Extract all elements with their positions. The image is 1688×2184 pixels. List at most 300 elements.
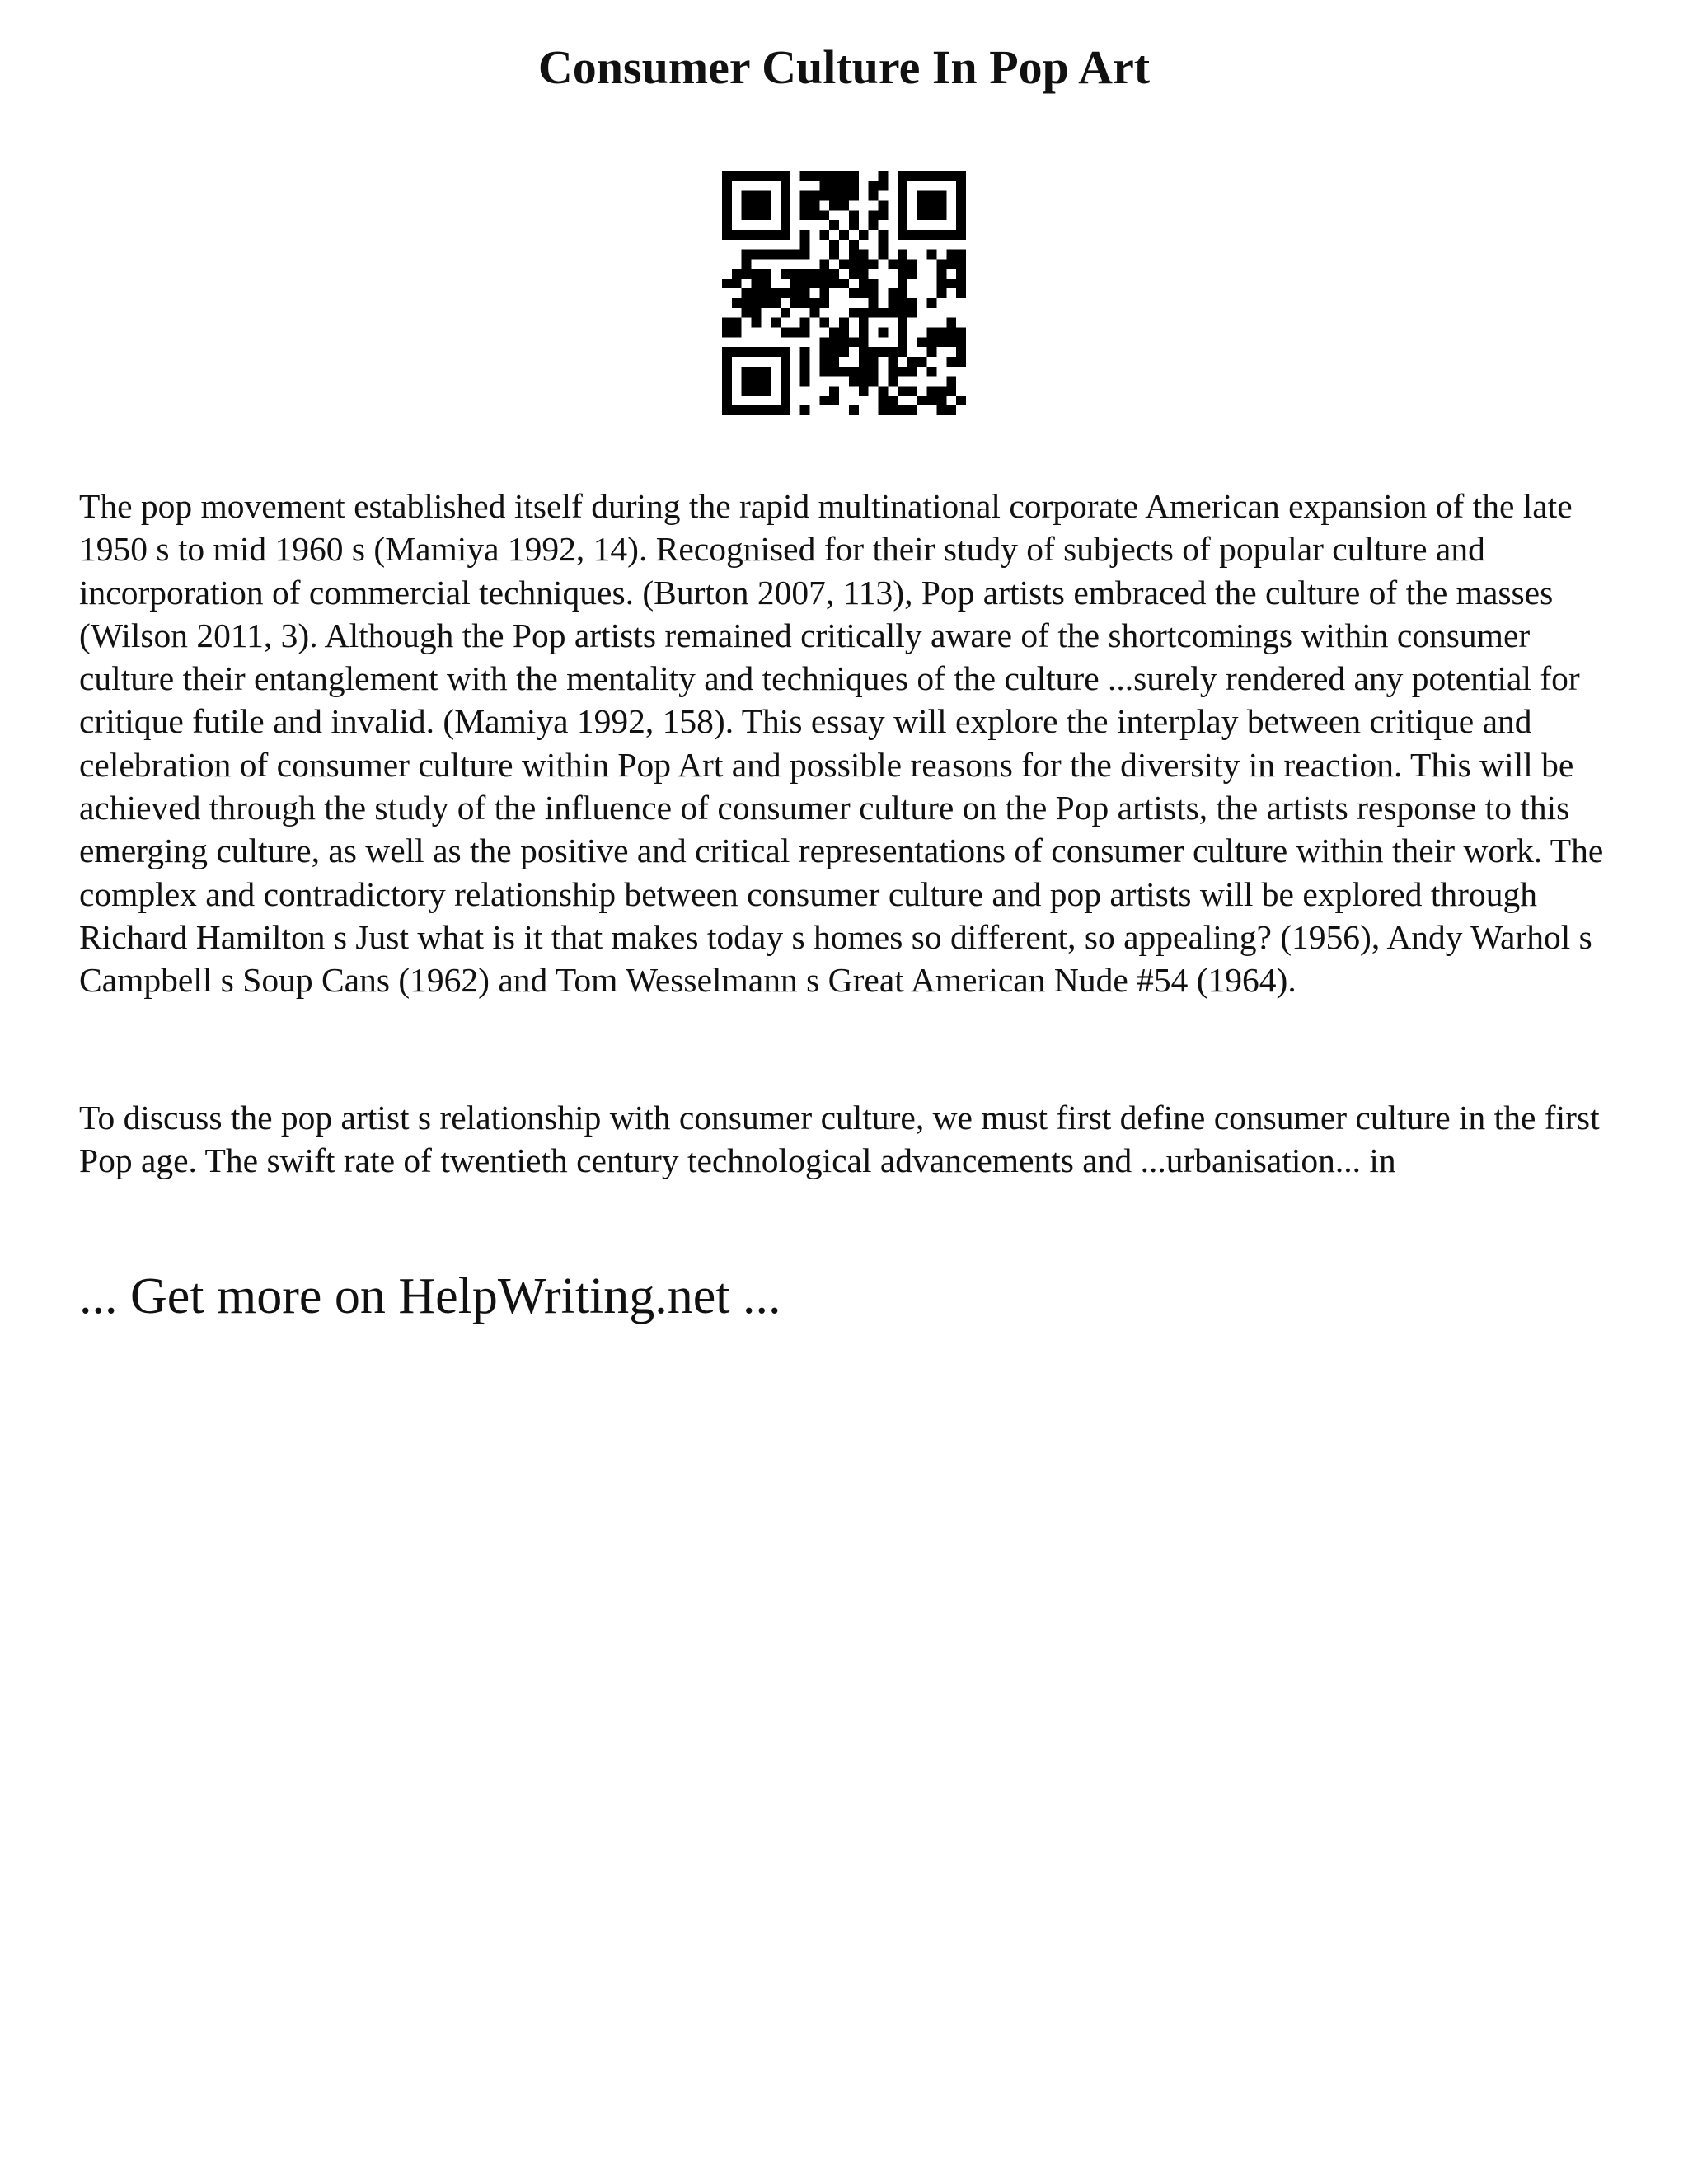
qr-module: [917, 230, 927, 240]
qr-module: [810, 308, 820, 318]
qr-module: [781, 367, 790, 377]
qr-module: [761, 386, 771, 396]
qr-module: [859, 230, 869, 240]
qr-module: [800, 210, 810, 220]
qr-module: [927, 396, 937, 405]
qr-module: [927, 347, 937, 357]
qr-module: [888, 377, 898, 387]
qr-module: [829, 347, 839, 357]
qr-module: [722, 377, 732, 387]
qr-module: [956, 396, 966, 405]
qr-module: [800, 327, 810, 337]
qr-module: [781, 386, 790, 396]
qr-module: [888, 396, 898, 405]
qr-module: [732, 230, 742, 240]
qr-module: [849, 269, 859, 279]
qr-module: [722, 327, 732, 337]
qr-code-icon: [722, 171, 966, 415]
qr-module: [722, 230, 732, 240]
qr-module: [898, 308, 907, 318]
qr-module: [849, 367, 859, 377]
qr-module: [859, 337, 869, 347]
qr-module: [956, 260, 966, 269]
qr-module: [761, 288, 771, 298]
qr-module: [722, 386, 732, 396]
qr-module: [732, 298, 742, 308]
qr-module: [898, 318, 907, 328]
qr-module: [761, 210, 771, 220]
qr-module: [810, 191, 820, 201]
qr-module: [907, 298, 917, 308]
qr-module: [936, 279, 946, 288]
qr-module: [878, 240, 888, 250]
qr-module: [849, 210, 859, 220]
qr-module: [771, 347, 781, 357]
qr-module: [927, 230, 937, 240]
qr-module: [781, 191, 790, 201]
qr-module: [752, 308, 762, 318]
qr-module: [956, 181, 966, 191]
qr-module: [917, 357, 927, 367]
qr-module: [732, 318, 742, 328]
qr-module: [839, 279, 849, 288]
qr-module: [781, 210, 790, 220]
qr-module: [742, 308, 752, 318]
qr-module: [819, 367, 829, 377]
qr-module: [907, 357, 917, 367]
qr-module: [927, 201, 937, 211]
qr-module: [800, 318, 810, 328]
qr-module: [907, 230, 917, 240]
qr-module: [752, 191, 762, 201]
qr-module: [819, 210, 829, 220]
qr-module: [917, 201, 927, 211]
qr-module: [936, 201, 946, 211]
qr-module: [819, 347, 829, 357]
qr-module: [819, 337, 829, 347]
qr-module: [839, 318, 849, 328]
qr-module: [742, 191, 752, 201]
qr-module: [946, 171, 956, 181]
qr-module: [839, 367, 849, 377]
qr-module: [898, 220, 907, 230]
qr-module: [732, 171, 742, 181]
qr-module: [800, 377, 810, 387]
qr-module: [819, 279, 829, 288]
qr-module: [829, 327, 839, 337]
qr-module: [800, 367, 810, 377]
qr-module: [869, 347, 879, 357]
qr-module: [849, 308, 859, 318]
qr-module: [752, 298, 762, 308]
qr-module: [732, 279, 742, 288]
qr-module: [752, 377, 762, 387]
qr-module: [849, 260, 859, 269]
qr-module: [829, 171, 839, 181]
qr-module: [956, 250, 966, 260]
qr-module: [829, 220, 839, 230]
qr-module: [781, 250, 790, 260]
qr-module: [849, 288, 859, 298]
qr-module: [878, 181, 888, 191]
qr-module: [936, 288, 946, 298]
qr-module: [869, 357, 879, 367]
qr-module: [898, 210, 907, 220]
qr-module: [839, 347, 849, 357]
qr-module: [752, 201, 762, 211]
qr-module: [819, 318, 829, 328]
qr-module: [878, 201, 888, 211]
qr-module: [898, 367, 907, 377]
qr-module: [898, 250, 907, 260]
qr-module: [946, 230, 956, 240]
qr-module: [859, 279, 869, 288]
qr-module: [810, 279, 820, 288]
qr-module: [927, 191, 937, 201]
qr-module: [936, 405, 946, 415]
qr-module: [898, 191, 907, 201]
qr-module: [849, 171, 859, 181]
qr-module: [956, 201, 966, 211]
qr-module: [819, 396, 829, 405]
qr-module: [761, 171, 771, 181]
qr-module: [742, 269, 752, 279]
qr-module: [946, 405, 956, 415]
qr-module: [810, 269, 820, 279]
qr-module: [898, 279, 907, 288]
qr-module: [781, 396, 790, 405]
qr-module: [800, 405, 810, 415]
qr-module: [800, 240, 810, 250]
qr-module: [907, 386, 917, 396]
qr-module: [878, 308, 888, 318]
qr-module: [898, 288, 907, 298]
qr-module: [869, 191, 879, 201]
qr-module: [936, 269, 946, 279]
qr-module: [936, 191, 946, 201]
qr-module: [927, 337, 937, 347]
qr-module: [819, 298, 829, 308]
qr-module: [790, 327, 800, 337]
qr-module: [927, 171, 937, 181]
qr-module: [869, 279, 879, 288]
qr-module: [869, 220, 879, 230]
qr-module: [819, 181, 829, 191]
qr-module: [956, 210, 966, 220]
qr-module: [781, 181, 790, 191]
qr-module: [907, 269, 917, 279]
qr-module: [956, 191, 966, 201]
qr-module: [752, 367, 762, 377]
qr-module: [927, 298, 937, 308]
qr-module: [898, 327, 907, 337]
qr-module: [829, 279, 839, 288]
qr-module: [956, 279, 966, 288]
qr-module: [829, 240, 839, 250]
qr-module: [907, 171, 917, 181]
qr-module: [869, 210, 879, 220]
qr-module: [810, 298, 820, 308]
qr-module: [888, 357, 898, 367]
qr-module: [810, 201, 820, 211]
qr-module: [781, 201, 790, 211]
qr-module: [898, 181, 907, 191]
qr-module: [761, 298, 771, 308]
qr-module: [878, 405, 888, 415]
qr-module: [752, 386, 762, 396]
qr-module: [888, 288, 898, 298]
qr-module: [722, 405, 732, 415]
qr-module: [956, 171, 966, 181]
qr-module: [946, 250, 956, 260]
qr-module: [781, 269, 790, 279]
qr-module: [800, 357, 810, 367]
qr-module: [761, 269, 771, 279]
qr-module: [732, 269, 742, 279]
qr-module: [781, 230, 790, 240]
qr-module: [819, 288, 829, 298]
qr-module: [752, 250, 762, 260]
qr-module: [800, 347, 810, 357]
qr-module: [936, 337, 946, 347]
qr-module: [898, 347, 907, 357]
qr-module: [907, 367, 917, 377]
qr-module: [829, 357, 839, 367]
qr-module: [790, 250, 800, 260]
qr-module: [819, 171, 829, 181]
qr-module: [869, 288, 879, 298]
qr-module: [878, 250, 888, 260]
qr-module: [742, 288, 752, 298]
qr-module: [936, 230, 946, 240]
qr-module: [888, 308, 898, 318]
qr-module: [849, 220, 859, 230]
qr-module: [771, 405, 781, 415]
qr-module: [722, 396, 732, 405]
qr-module: [790, 279, 800, 288]
qr-module: [722, 191, 732, 201]
qr-module: [752, 230, 762, 240]
qr-module: [800, 230, 810, 240]
qr-module: [829, 191, 839, 201]
qr-module: [839, 260, 849, 269]
qr-module: [878, 210, 888, 220]
qr-module: [829, 181, 839, 191]
qr-module: [752, 347, 762, 357]
qr-module: [859, 357, 869, 367]
qr-module: [917, 191, 927, 201]
qr-module: [800, 250, 810, 260]
qr-module: [742, 386, 752, 396]
qr-module: [722, 171, 732, 181]
qr-module: [781, 357, 790, 367]
qr-module: [752, 210, 762, 220]
qr-module: [761, 230, 771, 240]
qr-module: [946, 318, 956, 328]
qr-module: [946, 337, 956, 347]
qr-module: [771, 318, 781, 328]
qr-module: [898, 269, 907, 279]
qr-module: [878, 396, 888, 405]
qr-module: [878, 230, 888, 240]
qr-module: [859, 386, 869, 396]
qr-module: [946, 279, 956, 288]
qr-module: [829, 396, 839, 405]
qr-module: [839, 171, 849, 181]
qr-module: [946, 327, 956, 337]
qr-module: [752, 288, 762, 298]
qr-module: [781, 171, 790, 181]
qr-module: [810, 171, 820, 181]
qr-module: [829, 386, 839, 396]
qr-module: [839, 230, 849, 240]
qr-module: [819, 269, 829, 279]
qr-module: [810, 210, 820, 220]
qr-module: [936, 386, 946, 396]
qr-module: [898, 337, 907, 347]
qr-module: [781, 327, 790, 337]
qr-module: [946, 377, 956, 387]
qr-module: [888, 298, 898, 308]
qr-module: [722, 279, 732, 288]
qr-module: [859, 308, 869, 318]
qr-module: [927, 367, 937, 377]
qr-module: [732, 405, 742, 415]
qr-module: [956, 327, 966, 337]
qr-module: [742, 377, 752, 387]
qr-module: [839, 181, 849, 191]
qr-module: [781, 377, 790, 387]
qr-module: [781, 405, 790, 415]
page-title: Consumer Culture In Pop Art: [537, 40, 1151, 94]
qr-module: [917, 337, 927, 347]
qr-module: [742, 201, 752, 211]
qr-module: [898, 405, 907, 415]
qr-module: [800, 201, 810, 211]
qr-module: [888, 347, 898, 357]
qr-module: [869, 181, 879, 191]
qr-module: [742, 171, 752, 181]
qr-module: [722, 357, 732, 367]
qr-module: [849, 405, 859, 415]
qr-module: [907, 405, 917, 415]
qr-module: [956, 337, 966, 347]
qr-module: [761, 250, 771, 260]
qr-module: [936, 171, 946, 181]
qr-module: [742, 298, 752, 308]
qr-module: [761, 405, 771, 415]
qr-module: [917, 210, 927, 220]
qr-module: [761, 279, 771, 288]
qr-module: [859, 260, 869, 269]
qr-module: [956, 288, 966, 298]
qr-module: [888, 260, 898, 269]
qr-module: [839, 327, 849, 337]
qr-module: [917, 171, 927, 181]
qr-module: [722, 201, 732, 211]
qr-module: [771, 250, 781, 260]
qr-module: [898, 298, 907, 308]
qr-module: [936, 260, 946, 269]
qr-module: [761, 201, 771, 211]
qr-module: [869, 260, 879, 269]
qr-module: [839, 191, 849, 201]
qr-module: [946, 386, 956, 396]
qr-module: [917, 396, 927, 405]
qr-module: [742, 367, 752, 377]
qr-module: [859, 250, 869, 260]
qr-module: [771, 230, 781, 240]
get-more-link[interactable]: ... Get more on HelpWriting.net ...: [79, 1268, 781, 1324]
qr-module: [927, 386, 937, 396]
qr-module: [907, 308, 917, 318]
qr-module: [898, 260, 907, 269]
qr-module: [781, 288, 790, 298]
qr-module: [781, 308, 790, 318]
qr-module: [878, 386, 888, 396]
qr-module: [829, 269, 839, 279]
qr-module: [752, 279, 762, 288]
qr-module: [839, 337, 849, 347]
qr-module: [869, 377, 879, 387]
qr-module: [829, 250, 839, 260]
qr-module: [761, 347, 771, 357]
body-paragraph: To discuss the pop artist s relationship with consumer culture, we must first define consumer culture in the first Pop age. The swift rate of twentieth century technological advancements and ...urbanisation... in: [79, 1099, 1600, 1180]
qr-module: [956, 220, 966, 230]
qr-module: [722, 367, 732, 377]
qr-module: [839, 201, 849, 211]
qr-module: [898, 386, 907, 396]
qr-module: [849, 191, 859, 201]
qr-module: [781, 347, 790, 357]
qr-module: [742, 405, 752, 415]
qr-module: [849, 181, 859, 191]
qr-module: [742, 347, 752, 357]
qr-module: [829, 367, 839, 377]
qr-module: [869, 298, 879, 308]
qr-module: [742, 230, 752, 240]
qr-module: [800, 279, 810, 288]
qr-module: [771, 288, 781, 298]
qr-module: [878, 327, 888, 337]
qr-module: [771, 298, 781, 308]
qr-module: [752, 405, 762, 415]
qr-module: [819, 357, 829, 367]
qr-module: [878, 171, 888, 181]
qr-module: [956, 357, 966, 367]
qr-module: [761, 367, 771, 377]
qr-module: [781, 220, 790, 230]
qr-module: [898, 230, 907, 240]
qr-module: [732, 327, 742, 337]
qr-module: [859, 327, 869, 337]
qr-module: [761, 191, 771, 201]
qr-module: [790, 288, 800, 298]
qr-module: [752, 171, 762, 181]
qr-module: [722, 220, 732, 230]
qr-module: [946, 357, 956, 367]
qr-module: [849, 250, 859, 260]
qr-module: [888, 367, 898, 377]
qr-module: [752, 269, 762, 279]
qr-module: [849, 377, 859, 387]
qr-module: [927, 210, 937, 220]
qr-module: [771, 171, 781, 181]
qr-module: [849, 240, 859, 250]
qr-module: [800, 269, 810, 279]
qr-module: [819, 260, 829, 269]
qr-module: [829, 337, 839, 347]
